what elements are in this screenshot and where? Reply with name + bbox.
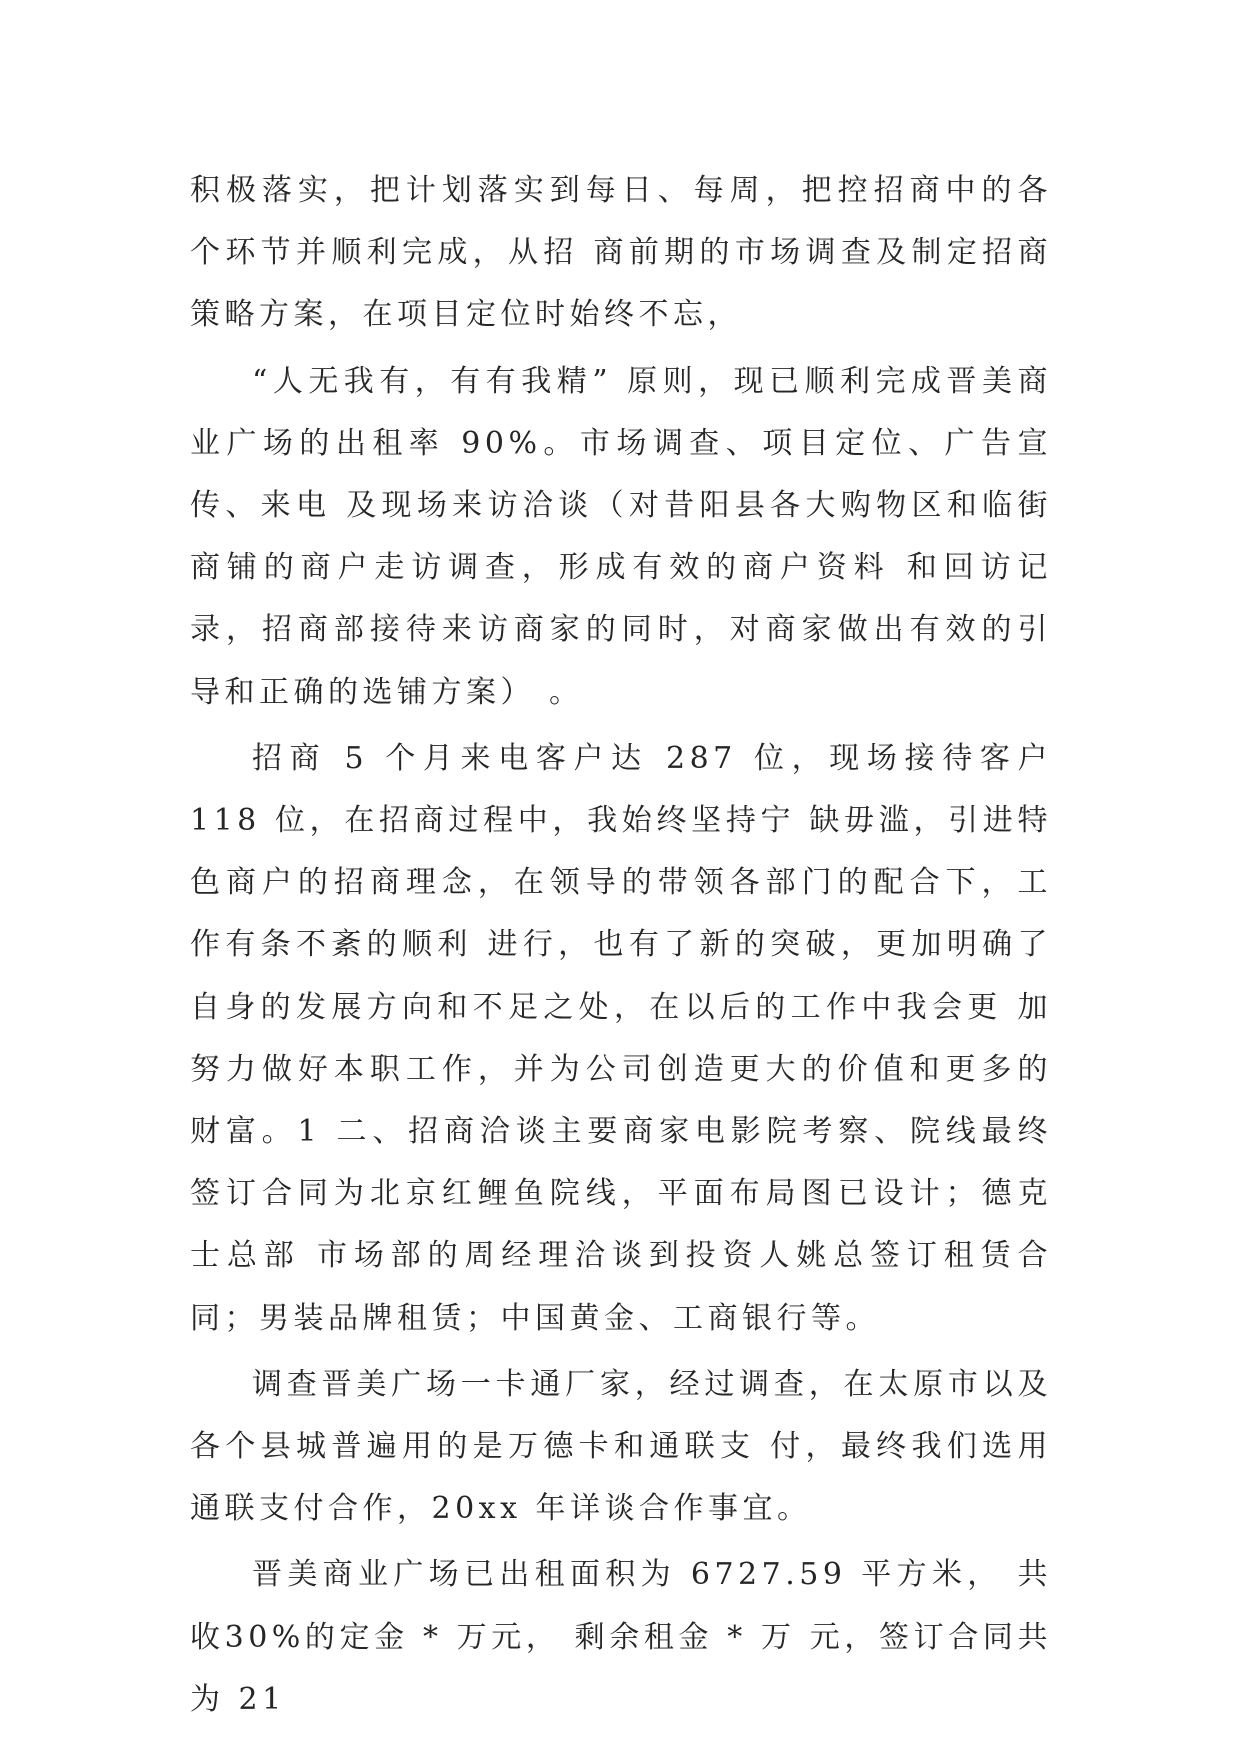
paragraph-4: 调查晋美广场一卡通厂家，经过调查，在太原市以及各个县城普遍用的是万德卡和通联支 付，最终我们选用通联支付合作，20xx 年详谈合作事宜。 — [190, 1366, 1052, 1527]
paragraph-2: “人无我有，有有我精” 原则，现已顺利完成晋美商业广场的出租率 90%。市场调查、项目定位、广告宣传、来电 及现场来访洽谈（对昔阳县各大购物区和临街商铺的商户走访调查，形成有效的商户资料 和回访记录，招商部接待来访商家的同时，对商家做出有效的引导和正确的选铺方案） 。 — [190, 363, 1052, 710]
paragraph-1: 积极落实，把计划落实到每日、每周，把控招商中的各个环节并顺利完成，从招 商前期的市场调查及制定招商策略方案，在项目定位时始终不忘， — [190, 173, 1052, 333]
document-body — [190, 160, 1052, 1731]
paragraph-3: 招商 5 个月来电客户达 287 位，现场接待客户 118 位，在招商过程中，我始终坚持宁 缺毋滥，引进特色商户的招商理念，在领导的带领各部门的配合下，工作有条不紊的顺利 进行，也有了新的突破，更加明确了自身的发展方向和不足之处，在以后的工作中我会更 加努力做好本职工作，并为公司创造更大的价值和更多的财富。1 二、招商洽谈主要商家电影院考察、院线最终签订合同为北京红鲤鱼院线，平面布局图已设计；德克士总部 市场部的周经理洽谈到投资人姚总签订租赁合同；男装品牌租赁；中国黄金、工商银行等。 — [190, 740, 1052, 1336]
paragraph-5: 晋美商业广场已出租面积为 6727.59 平方米， 共收30%的定金 * 万元， 剩余租金 * 万 元，签订合同共为 21 — [190, 1557, 1052, 1717]
